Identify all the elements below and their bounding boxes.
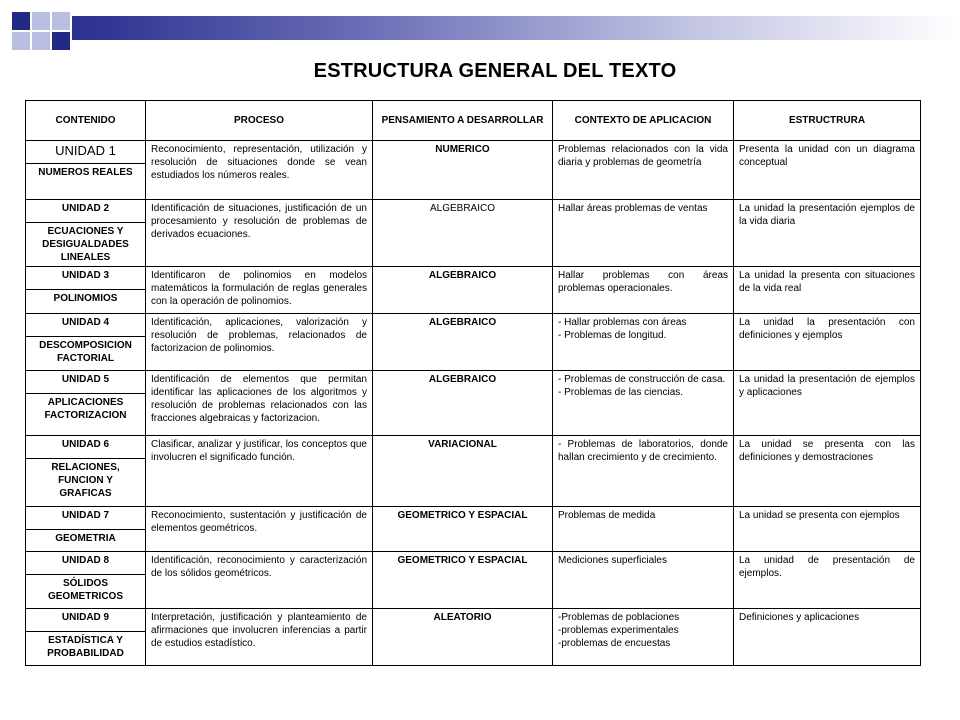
process-cell: Interpretación, justificación y planteamiento de afirmaciones que involucren inferencias a partir de estudios estadístico. <box>146 609 373 666</box>
context-cell: - Problemas de construcción de casa. - Problemas de las ciencias. <box>553 371 734 436</box>
page-title: ESTRUCTURA GENERAL DEL TEXTO <box>313 60 677 82</box>
table-row <box>26 609 921 632</box>
table-row <box>26 552 921 575</box>
structure-cell: Presenta la unidad con un diagrama conceptual <box>734 141 921 200</box>
header-contenido: CONTENIDO <box>26 101 146 141</box>
thinking-cell: ALEATORIO <box>373 609 553 666</box>
unit-topic: DESCOMPOSICION FACTORIAL <box>26 337 146 371</box>
unit-topic: GEOMETRIA <box>26 530 146 552</box>
context-cell: Hallar áreas problemas de ventas <box>553 200 734 267</box>
table-row <box>26 314 921 337</box>
thinking-cell: ALGEBRAICO <box>373 314 553 371</box>
structure-cell: La unidad la presentación ejemplos de la vida diaria <box>734 200 921 267</box>
table-row <box>26 141 921 164</box>
table-row <box>26 200 921 223</box>
context-cell: - Problemas de laboratorios, donde hallan crecimiento y de crecimiento. <box>553 436 734 507</box>
decor-square-light <box>12 32 30 50</box>
header-estructura: ESTRUCTRURA <box>734 101 921 141</box>
decor-square-light <box>52 12 70 30</box>
structure-cell: Definiciones y aplicaciones <box>734 609 921 666</box>
structure-cell: La unidad se presenta con ejemplos <box>734 507 921 552</box>
context-cell: -Problemas de poblaciones -problemas experimentales -problemas de encuestas <box>553 609 734 666</box>
unit-label: UNIDAD 9 <box>26 609 146 632</box>
process-cell: Reconocimiento, sustentación y justificación de elementos geométricos. <box>146 507 373 552</box>
header-contexto: CONTEXTO DE APLICACION <box>553 101 734 141</box>
structure-cell: La unidad la presentación de ejemplos y aplicaciones <box>734 371 921 436</box>
unit-label: UNIDAD 1 <box>26 141 146 164</box>
process-cell: Identificación, aplicaciones, valorización y resolución de problemas, relacionados de factorizacion de polinomios. <box>146 314 373 371</box>
table-row <box>26 267 921 290</box>
unit-label: UNIDAD 6 <box>26 436 146 459</box>
thinking-cell: ALGEBRAICO <box>373 267 553 314</box>
decor-square-dark <box>12 12 30 30</box>
unit-topic: POLINOMIOS <box>26 290 146 314</box>
unit-topic: SÓLIDOS GEOMETRICOS <box>26 575 146 609</box>
process-cell: Clasificar, analizar y justificar, los conceptos que involucren el significado función. <box>146 436 373 507</box>
context-cell: Problemas de medida <box>553 507 734 552</box>
decor-square-dark <box>52 32 70 50</box>
thinking-cell: GEOMETRICO Y ESPACIAL <box>373 552 553 609</box>
table-row <box>26 436 921 459</box>
unit-topic: RELACIONES, FUNCION Y GRAFICAS <box>26 459 146 507</box>
table-row <box>26 371 921 394</box>
unit-label: UNIDAD 5 <box>26 371 146 394</box>
header-proceso: PROCESO <box>146 101 373 141</box>
context-cell: Hallar problemas con áreas problemas operacionales. <box>553 267 734 314</box>
structure-cell: La unidad la presenta con situaciones de la vida real <box>734 267 921 314</box>
unit-label: UNIDAD 2 <box>26 200 146 223</box>
thinking-cell: ALGEBRAICO <box>373 200 553 267</box>
table-row <box>26 507 921 530</box>
unit-topic: APLICACIONES FACTORIZACION <box>26 394 146 436</box>
context-cell: - Hallar problemas con áreas - Problemas de longitud. <box>553 314 734 371</box>
header-pensamiento: PENSAMIENTO A DESARROLLAR <box>373 101 553 141</box>
thinking-cell: GEOMETRICO Y ESPACIAL <box>373 507 553 552</box>
thinking-cell: NUMERICO <box>373 141 553 200</box>
context-cell: Problemas relacionados con la vida diaria y problemas de geometría <box>553 141 734 200</box>
unit-label: UNIDAD 8 <box>26 552 146 575</box>
unit-label: UNIDAD 4 <box>26 314 146 337</box>
header-gradient-bar <box>72 16 960 40</box>
unit-topic: ESTADÍSTICA Y PROBABILIDAD <box>26 632 146 666</box>
thinking-cell: ALGEBRAICO <box>373 371 553 436</box>
process-cell: Identificación, reconocimiento y caracterización de los sólidos geométricos. <box>146 552 373 609</box>
unit-label: UNIDAD 7 <box>26 507 146 530</box>
context-cell: Mediciones superficiales <box>553 552 734 609</box>
decor-square-light <box>32 12 50 30</box>
thinking-cell: VARIACIONAL <box>373 436 553 507</box>
structure-table <box>25 100 921 666</box>
unit-label: UNIDAD 3 <box>26 267 146 290</box>
process-cell: Identificación de elementos que permitan identificar las aplicaciones de los algoritmos y resolución de problemas relacionados con las fracciones algebraicas y factorizacion. <box>146 371 373 436</box>
decor-square-light <box>32 32 50 50</box>
structure-cell: La unidad se presenta con las definiciones y demostraciones <box>734 436 921 507</box>
header-decoration <box>0 0 960 56</box>
process-cell: Identificaron de polinomios en modelos matemáticos la formulación de reglas generales con la operación de polinomios. <box>146 267 373 314</box>
process-cell: Reconocimiento, representación, utilización y resolución de situaciones donde se vean estudiados los números reales. <box>146 141 373 200</box>
structure-cell: La unidad de presentación de ejemplos. <box>734 552 921 609</box>
unit-topic: NUMEROS REALES <box>26 164 146 200</box>
process-cell: Identificación de situaciones, justificación de un procesamiento y resolución de problemas de derivados ecuaciones. <box>146 200 373 267</box>
unit-topic: ECUACIONES Y DESIGUALDADES LINEALES <box>26 223 146 267</box>
structure-cell: La unidad la presentación con definiciones y ejemplos <box>734 314 921 371</box>
